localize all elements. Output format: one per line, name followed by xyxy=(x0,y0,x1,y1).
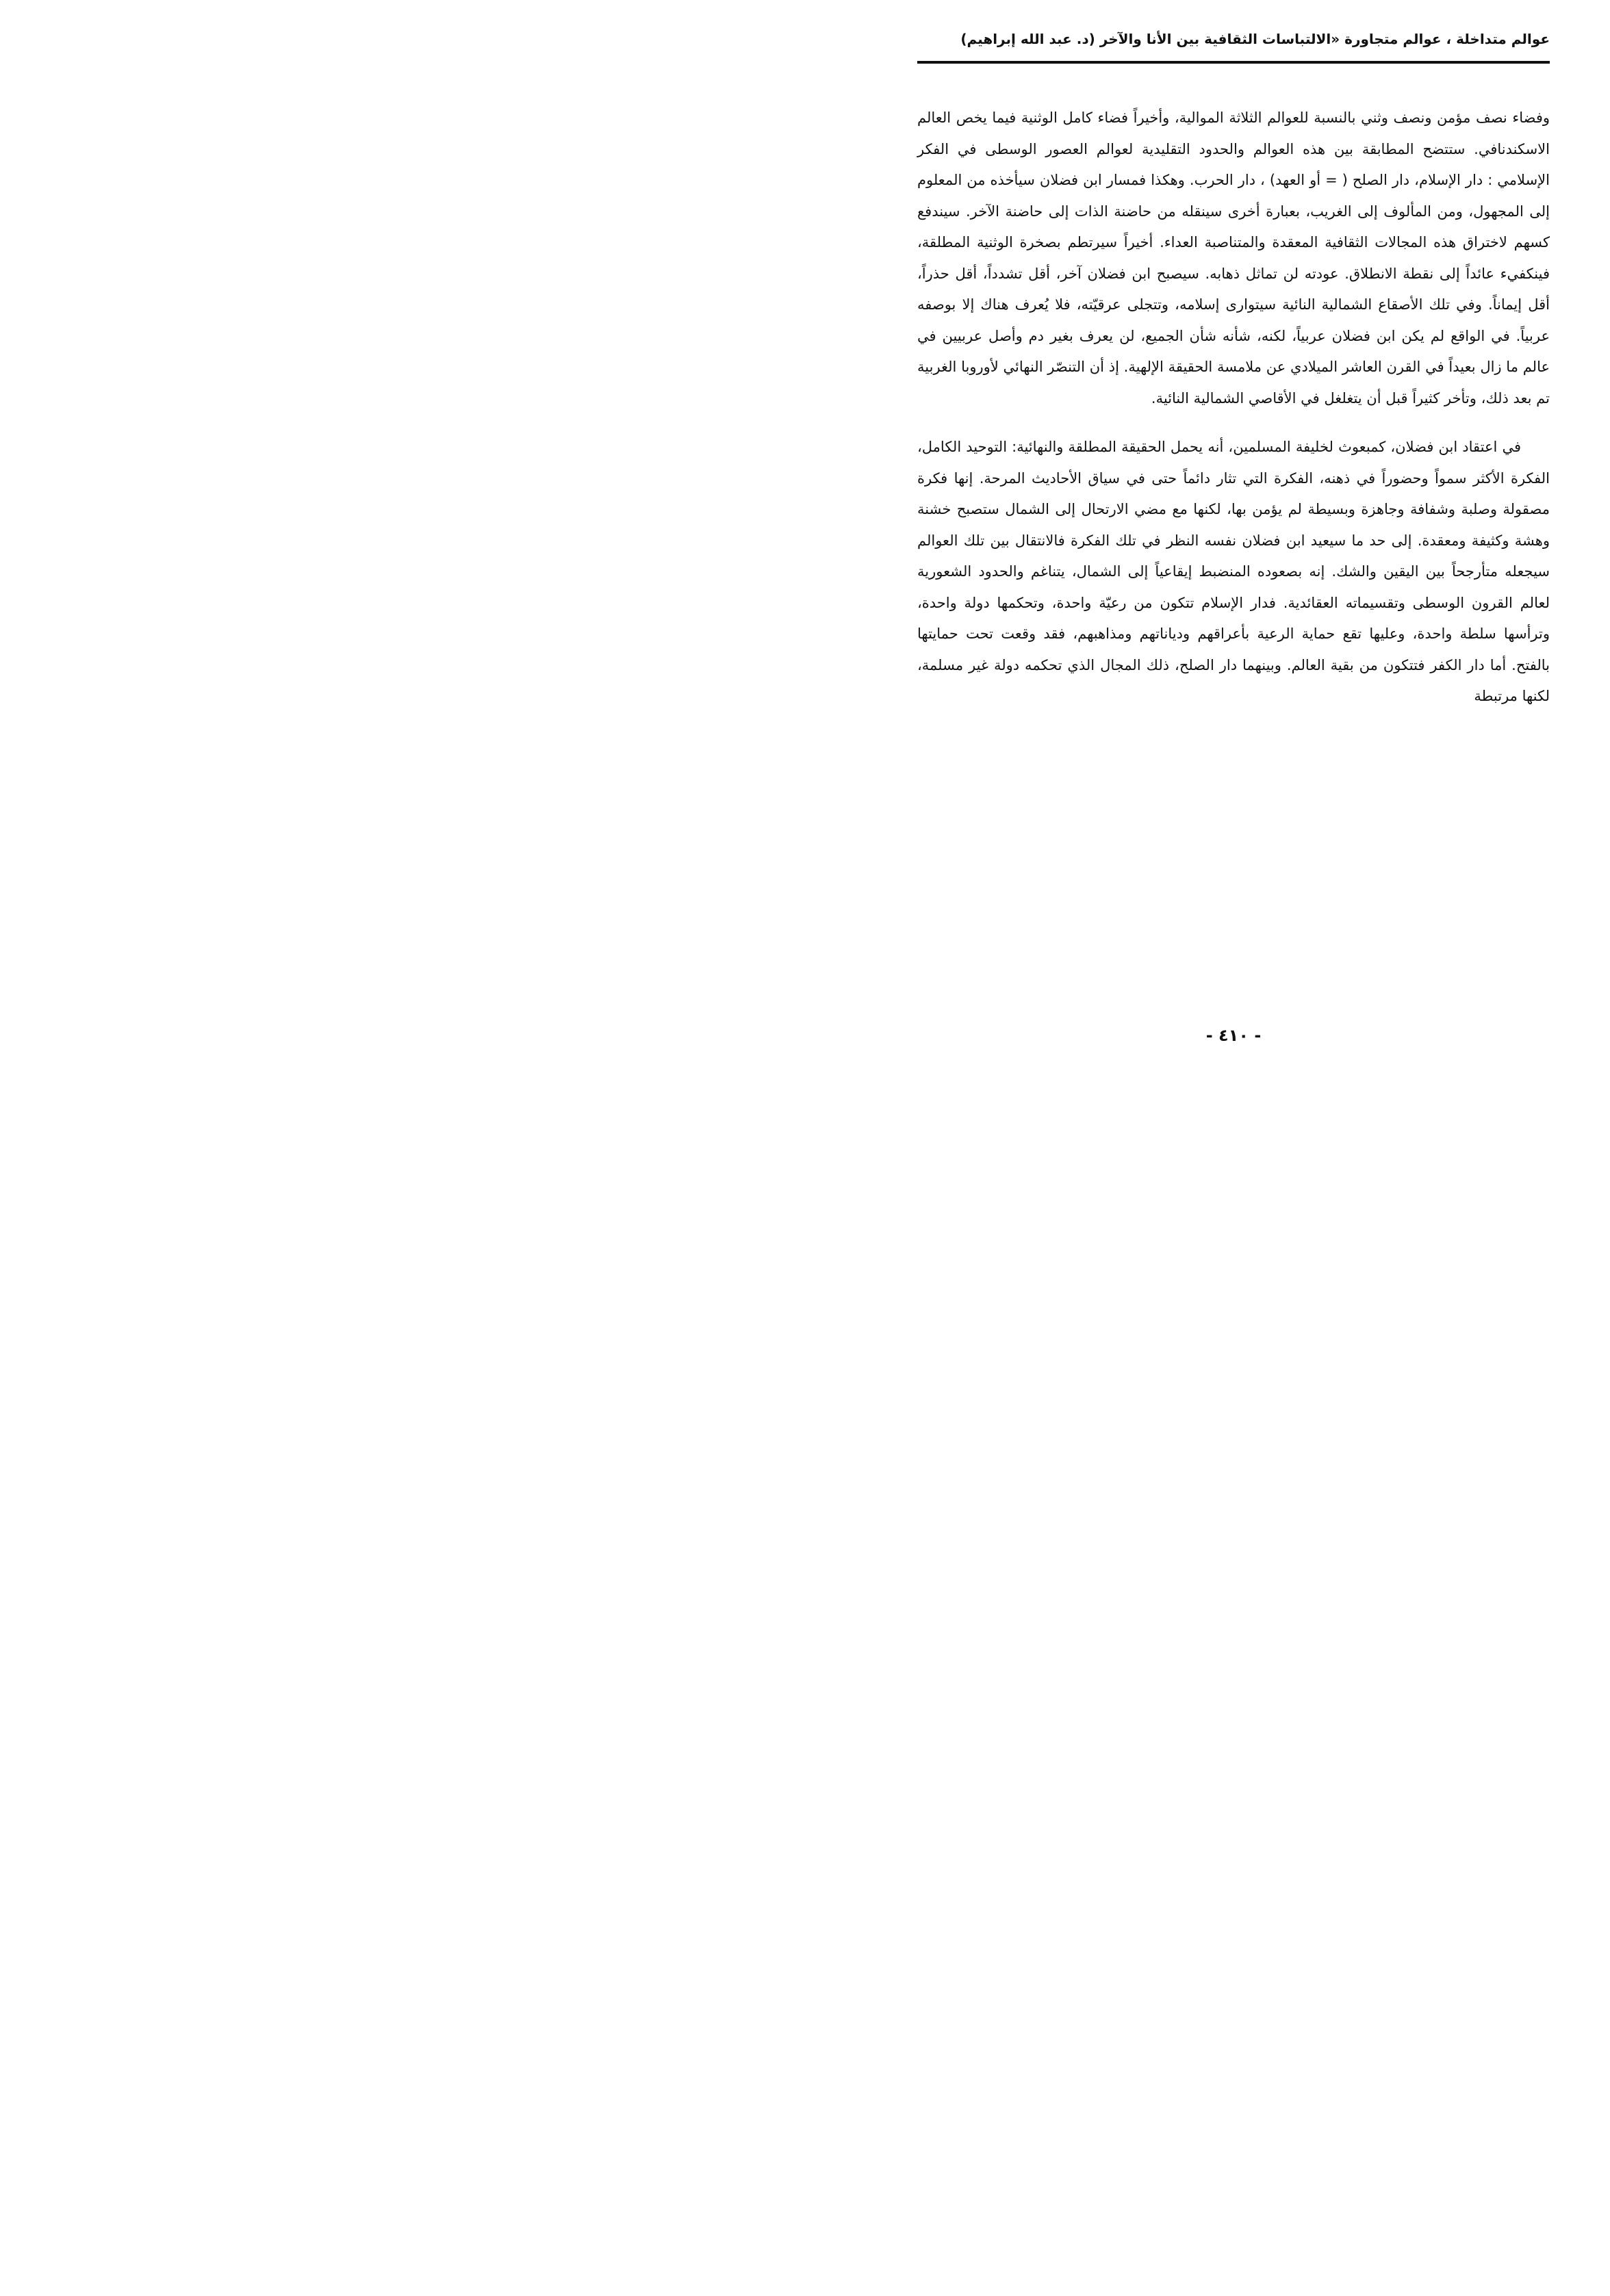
document-page xyxy=(857,0,1610,1068)
body-text xyxy=(917,103,1550,712)
header-divider xyxy=(917,61,1550,64)
page-number: - ٤١٠ - xyxy=(1205,1026,1262,1045)
running-header: عوالم متداخلة ، عوالم متجاورة «الالتباسات الثقافية بين الأنا والآخر (د. عبد الله إبراهيم) xyxy=(960,31,1550,47)
paragraph-1: وفضاء نصف مؤمن ونصف وثني بالنسبة للعوالم الثلاثة الموالية، وأخيراً فضاء كامل الوثنية فيما يخص العالم الاسكندنافي. ستتضح المطابقة بين هذه العوالم والحدود التقليدية لعوالم العصور الوسطى في الفكر الإسلامي : دار الإسلام، دار الصلح ( = أو العهد) ، دار الحرب. وهكذا فمسار ابن فضلان سيأخذه من المعلوم إلى المجهول، ومن المألوف إلى الغريب، بعبارة أخرى سينقله من حاضنة الذات إلى حاضنة الآخر. سيندفع كسهم لاختراق هذه المجالات الثقافية المعقدة والمتناصبة العداء. أخيراً سيرتطم بصخرة الوثنية المطلقة، فينكفيء عائداً إلى نقطة الانطلاق. عودته لن تماثل ذهابه. سيصبح ابن فضلان آخر، أقل تشدداً، أقل حذراً، أقل إيماناً. وفي تلك الأصقاع الشمالية النائية سيتوارى إسلامه، وتتجلى عرقيّته، فلا يُعرف هناك إلا بوصفه عربياً. في الواقع لم يكن ابن فضلان عربياً، لكنه، شأنه شأن الجميع، لن يعرف بغير دم وأصل عربيين في عالم ما زال بعيداً في القرن العاشر الميلادي عن ملامسة الحقيقة الإلهية. إذ أن التنصّر النهائي لأوروبا الغربية تم بعد ذلك، وتأخر كثيراً قبل أن يتغلغل في الأقاصي الشمالية النائية. xyxy=(917,109,1550,407)
paragraph-2: في اعتقاد ابن فضلان، كمبعوث لخليفة المسلمين، أنه يحمل الحقيقة المطلقة والنهائية: التوحيد الكامل، الفكرة الأكثر سمواً وحضوراً في ذهنه، الفكرة التي تثار دائماً حتى في سياق الأحاديث المرحة. إنها فكرة مصقولة وصلبة وشفافة وجاهزة وبسيطة لم يؤمن بها، لكنها مع مضي الارتحال إلى الشمال ستصبح خشنة وهشة وكثيفة ومعقدة. إلى حد ما سيعيد ابن فضلان نفسه النظر في تلك الفكرة فالانتقال بين تلك العوالم سيجعله متأرجحاً بين اليقين والشك. إنه بصعوده المنضبط إيقاعياً إلى الشمال، يتناغم والحدود الشعورية لعالم القرون الوسطى وتقسيماته العقائدية. فدار الإسلام تتكون من رعيّة واحدة، وتحكمها دولة واحدة، وترأسها سلطة واحدة، وعليها تقع حماية الرعية بأعراقهم ودياناتهم ومذاهبهم، فقد وقعت تحت حمايتها بالفتح. أما دار الكفر فتتكون من بقية العالم. وبينهما دار الصلح، ذلك المجال الذي تحكمه دولة غير مسلمة، لكنها مرتبطة xyxy=(917,439,1550,704)
